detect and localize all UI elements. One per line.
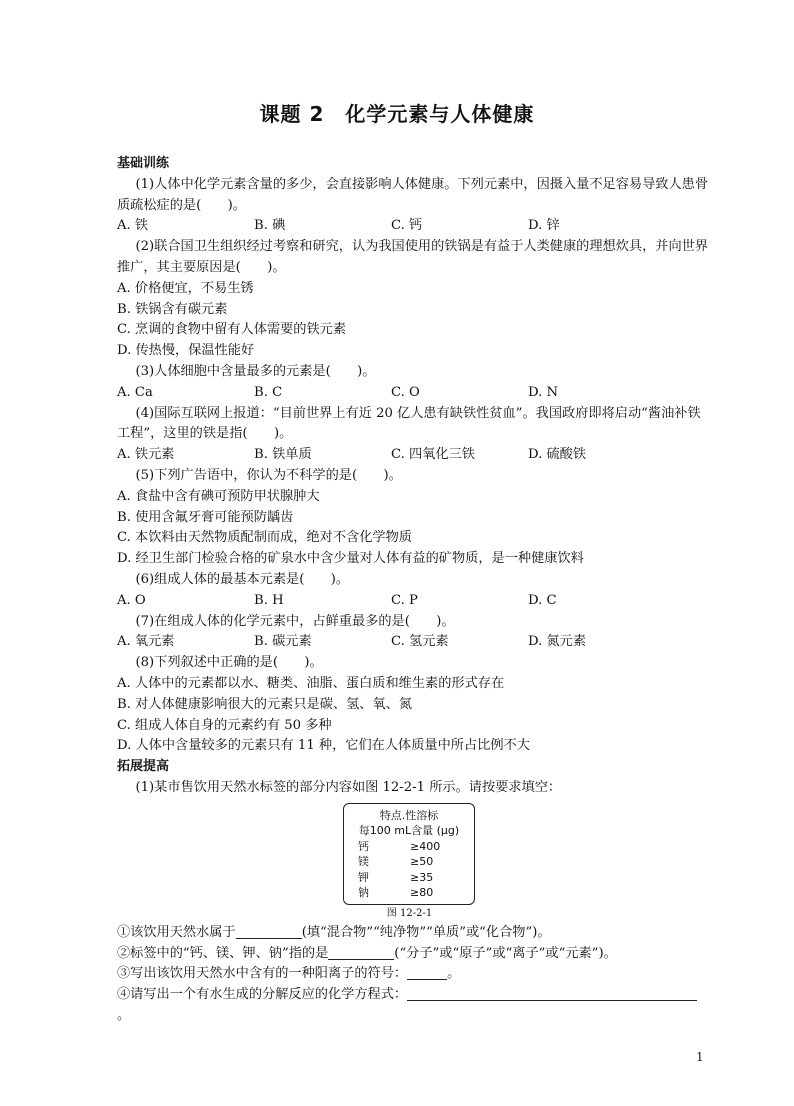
water-label-image	[343, 803, 475, 905]
label-row-name: 镁	[358, 855, 369, 869]
option-c: C. 四氧化三铁	[391, 447, 475, 463]
subquestion-3	[117, 964, 709, 985]
water-label-figure	[343, 803, 476, 921]
subquestion-2-suffix: (“分子”或“原子”或“离子”或“元素”)。	[394, 945, 617, 961]
option-c: C. P	[391, 592, 418, 608]
option-a: A. 人体中的元素都以水、糖类、油脂、蛋白质和维生素的形式存在	[117, 675, 505, 691]
option-b: B. C	[254, 384, 283, 400]
option-c: C. 钙	[391, 218, 423, 234]
section-heading-extended: 拓展提高	[117, 759, 170, 775]
question-5-stem: (5)下列广告语中，你认为不科学的是( )。	[135, 467, 402, 483]
option-b: B. 对人体健康影响很大的元素只是碳、氢、氧、氮	[117, 696, 413, 712]
section-heading-basic: 基础训练	[117, 156, 170, 171]
question-7-options	[117, 632, 709, 653]
option-a: A. 铁元素	[117, 447, 175, 463]
option-a: A. Ca	[117, 384, 153, 400]
subquestion-4-suffix: 。	[117, 1007, 131, 1023]
option-d: D. C	[528, 592, 557, 608]
option-c: C. 组成人体自身的元素约有 50 多种	[117, 717, 332, 733]
label-row-name: 钙	[358, 839, 369, 853]
answer-blank-4[interactable]	[407, 986, 697, 1001]
subquestion-1-suffix: (填“混合物”“纯净物”“单质”或“化合物”)。	[301, 924, 551, 940]
option-d: D. 氮元素	[528, 634, 587, 650]
option-c: C. 烹调的食物中留有人体需要的铁元素	[117, 322, 347, 338]
page-title: 课题 2 化学元素与人体健康	[259, 102, 535, 126]
label-row-value: ≥80	[410, 886, 434, 900]
answer-blank-3[interactable]	[407, 965, 447, 980]
question-1-options	[117, 216, 709, 237]
option-b: B. 使用含氟牙膏可能预防龋齿	[117, 509, 294, 525]
label-row-value: ≥50	[410, 855, 434, 869]
option-d: D. N	[528, 384, 559, 400]
answer-blank-2[interactable]	[328, 945, 394, 960]
extended-question-1-stem: (1)某市售饮用天然水标签的部分内容如图 12-2-1 所示。请按要求填空：	[135, 779, 562, 795]
question-6-options	[117, 591, 709, 612]
label-row-value: ≥400	[410, 839, 441, 853]
option-c: C. 本饮料由天然物质配制而成，绝对不含化学物质	[117, 530, 412, 546]
label-row	[344, 885, 474, 901]
question-6-stem: (6)组成人体的最基本元素是( )。	[135, 571, 350, 587]
subquestion-2	[117, 944, 709, 965]
label-row-name: 钠	[358, 886, 369, 900]
option-b: B. 铁单质	[254, 447, 312, 463]
option-c: C. 氢元素	[391, 634, 449, 650]
question-3-options	[117, 383, 709, 404]
question-1-stem: (1)人体中化学元素含量的多少，会直接影响人体健康。下列元素中，因摄入量不足容易导致人患骨质疏松症的是( )。	[117, 176, 709, 213]
subquestion-1-prefix: ①该饮用天然水属于	[117, 924, 236, 940]
figure-caption: 图 12-2-1	[386, 907, 433, 919]
option-b: B. 碘	[254, 218, 286, 234]
question-3-stem: (3)人体细胞中含量最多的元素是( )。	[135, 363, 376, 379]
option-b: B. 碳元素	[254, 634, 312, 650]
option-d: D. 锌	[528, 218, 560, 234]
page-number: 1	[696, 1050, 704, 1064]
option-b: B. 铁锅含有碳元素	[117, 301, 228, 317]
subquestion-4	[117, 985, 709, 1027]
worksheet-body	[117, 154, 709, 1027]
option-a: A. 价格便宜，不易生锈	[117, 280, 254, 296]
option-c: C. O	[391, 384, 420, 400]
question-4-stem: (4)国际互联网上报道：“目前世界上有近 20 亿人患有缺铁性贫血”。我国政府即将启动“酱油补铁工程”，这里的铁是指( )。	[117, 405, 701, 442]
subquestion-4-prefix: ④请写出一个有水生成的分解反应的化学方程式：	[117, 987, 408, 1003]
question-8-stem: (8)下列叙述中正确的是( )。	[135, 655, 323, 671]
subquestion-1	[117, 923, 709, 944]
label-row	[344, 839, 474, 855]
question-2-stem: (2)联合国卫生组织经过考察和研究，认为我国使用的铁锅是有益于人类健康的理想炊具，并向世界推广，其主要原因是( )。	[117, 239, 709, 275]
option-d: D. 人体中含量较多的元素只有 11 种，它们在人体质量中所占比例不大	[117, 738, 530, 754]
option-b: B. H	[254, 592, 284, 608]
label-row	[344, 854, 474, 870]
label-row	[344, 870, 474, 886]
subquestion-3-suffix: 。	[447, 966, 461, 982]
subquestion-2-prefix: ②标签中的“钙、镁、钾、钠”指的是	[117, 945, 329, 961]
label-header: 每100 mL含量 (μg)	[358, 824, 460, 838]
option-d: D. 传热慢，保温性能好	[117, 343, 255, 359]
option-a: A. 氧元素	[117, 634, 175, 650]
subquestion-3-prefix: ③写出该饮用天然水中含有的一种阳离子的符号：	[117, 966, 408, 982]
option-d: D. 硫酸铁	[528, 447, 587, 463]
label-row-name: 钾	[358, 870, 369, 884]
option-a: A. 食盐中含有碘可预防甲状腺肿大	[117, 488, 320, 504]
question-7-stem: (7)在组成人体的化学元素中，占鲜重最多的是( )。	[135, 613, 455, 629]
answer-blank-1[interactable]	[236, 924, 302, 939]
label-row-value: ≥35	[410, 870, 434, 884]
label-title: 特点.性溶标	[379, 808, 439, 822]
option-a: A. 铁	[117, 218, 149, 234]
question-4-options	[117, 445, 709, 466]
option-d: D. 经卫生部门检验合格的矿泉水中含少量对人体有益的矿物质，是一种健康饮料	[117, 551, 584, 567]
option-a: A. O	[117, 592, 146, 608]
